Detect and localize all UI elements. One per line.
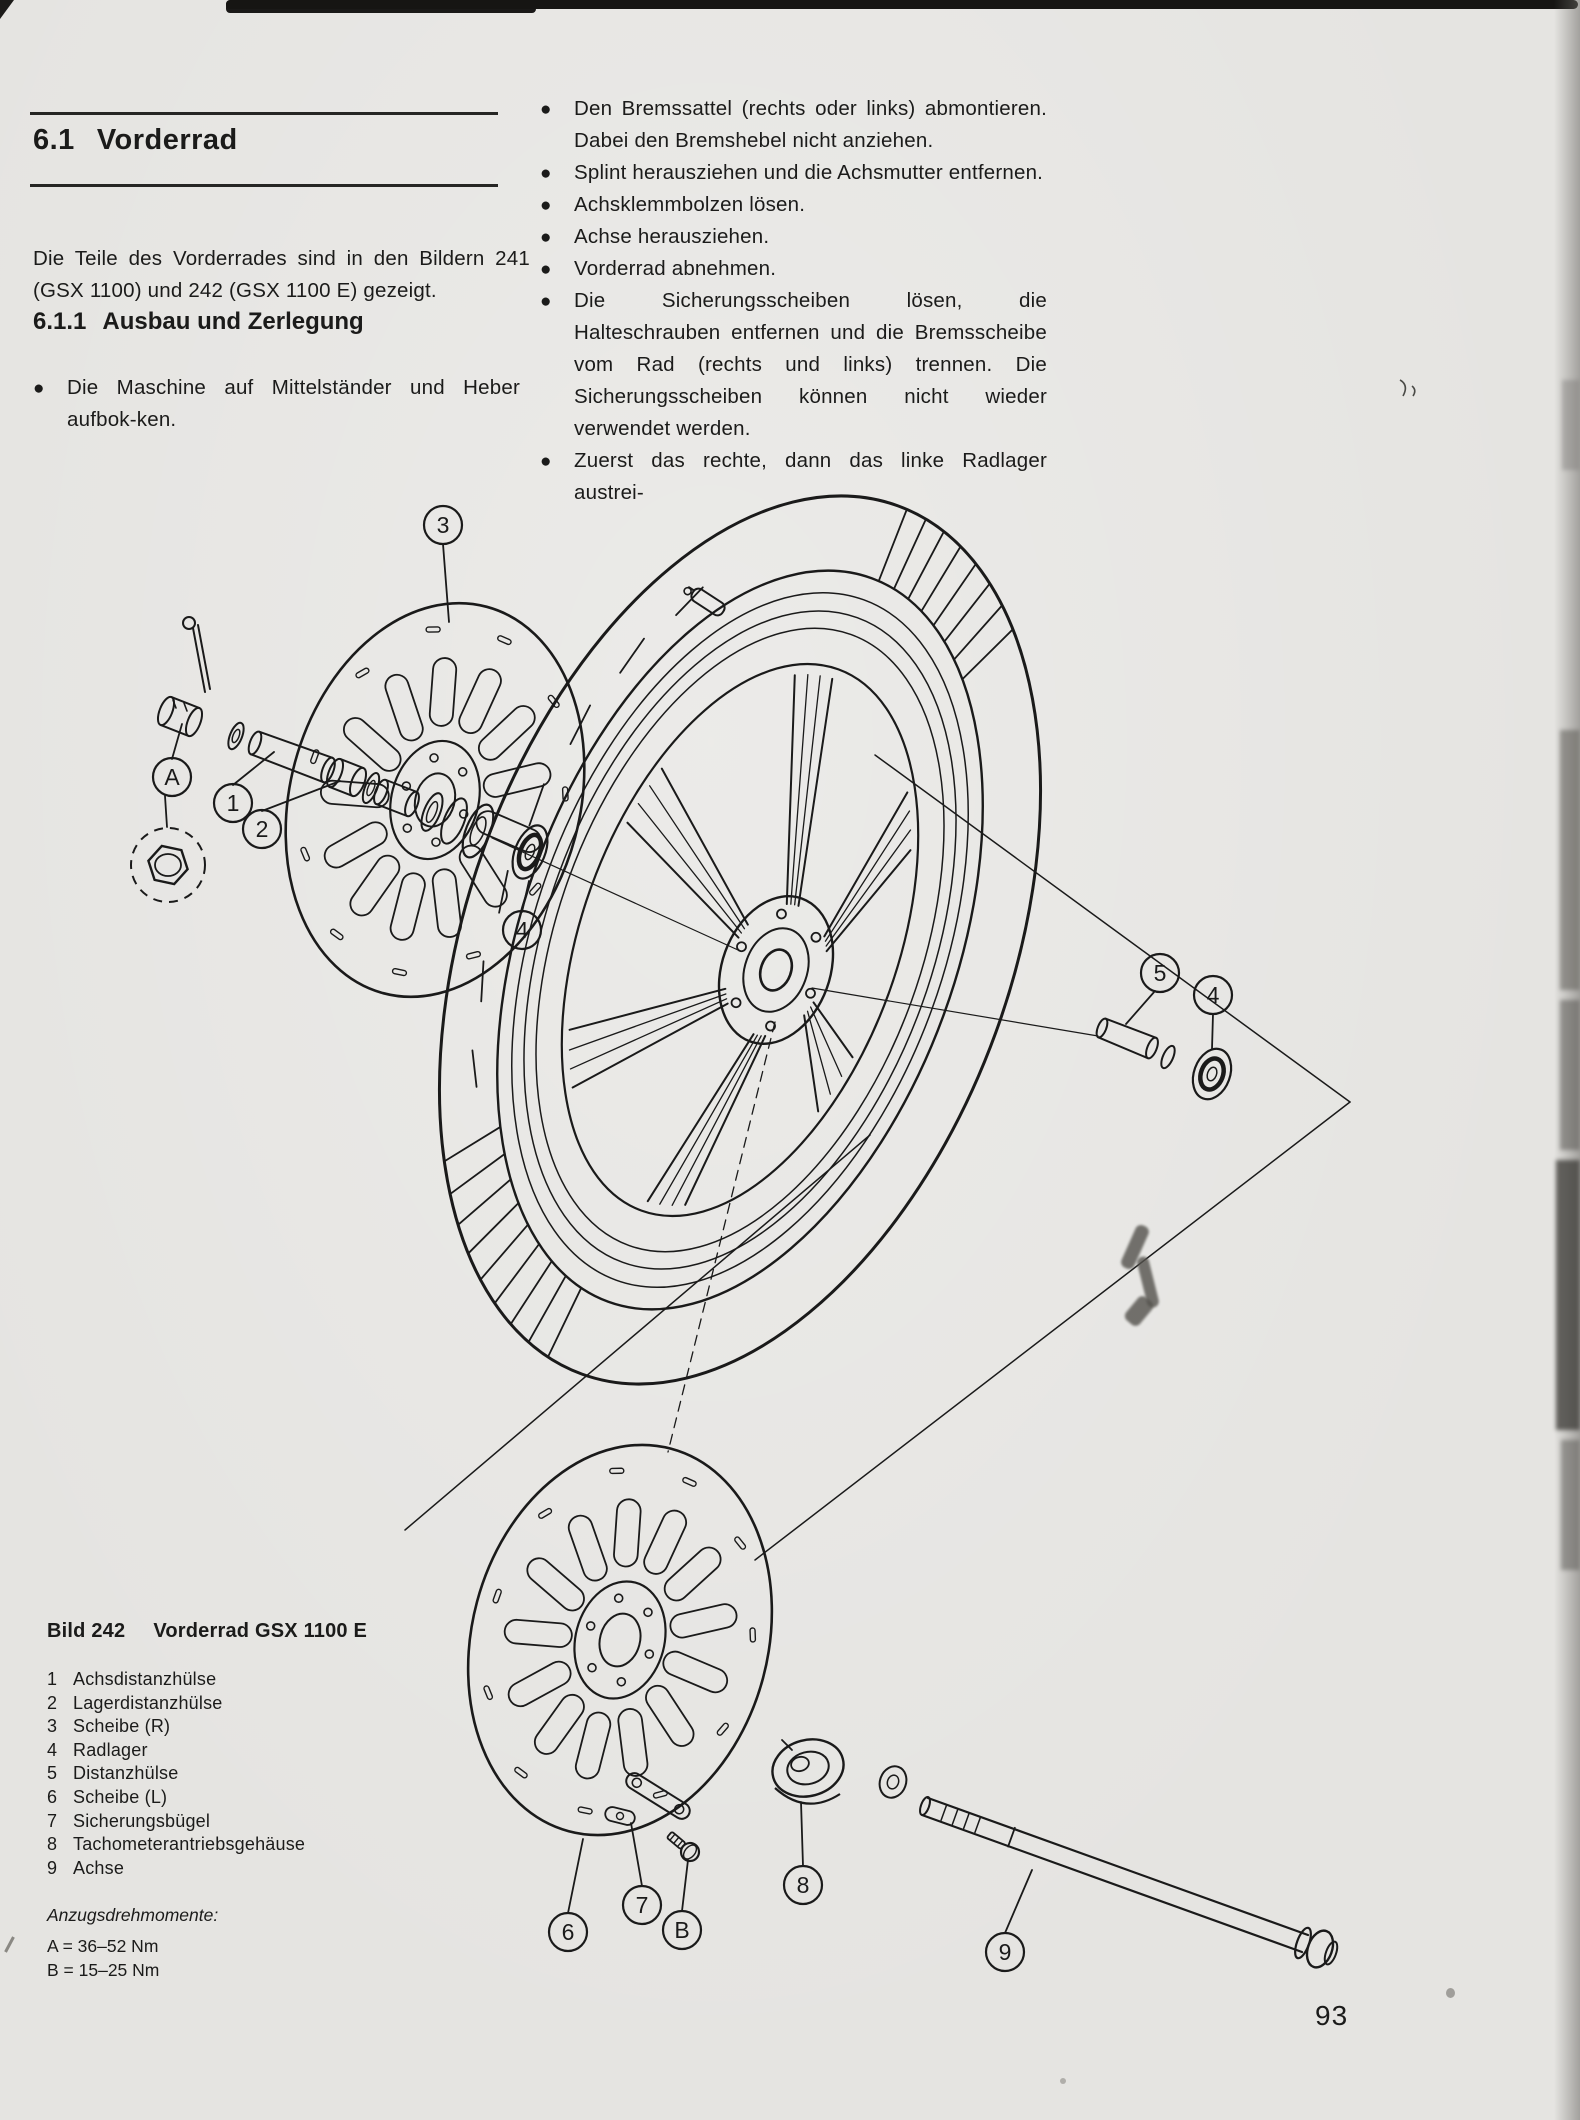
callout-a — [153, 758, 191, 796]
section-heading — [33, 124, 238, 157]
part-row — [47, 1762, 305, 1786]
svg-text:B: B — [674, 1917, 690, 1943]
callout-b — [663, 1911, 701, 1949]
procedure-item: ● Die Sicherungsscheiben lösen, die Halteschrauben entfernen und die Bremsscheibe vom Rad (rechts und links) trennen. Die Sicherungsscheiben können nicht wieder verwendet werden. — [540, 285, 1047, 445]
procedure-item: ● Vorderrad abnehmen. — [540, 253, 1047, 285]
part-number: 4 — [47, 1739, 58, 1760]
part-row — [47, 1668, 305, 1692]
callout-8 — [784, 1866, 822, 1904]
part-number: 8 — [47, 1834, 58, 1855]
scan-artifact-smudge — [1120, 1222, 1170, 1334]
scan-artifact-edge — [1560, 1000, 1580, 1150]
part-number: 2 — [47, 1692, 58, 1713]
part-number: 7 — [47, 1810, 58, 1831]
procedure-item: ● Splint herausziehen und die Achsmutter entfernen. — [540, 157, 1047, 189]
part-row — [47, 1692, 305, 1716]
part-row — [47, 1715, 305, 1739]
scan-artifact-top-bar — [226, 0, 1578, 9]
part-name: Achsdistanzhülse — [73, 1669, 217, 1689]
figure-caption-label: Bild 242 — [47, 1620, 126, 1642]
procedure-item: ● Den Bremssattel (rechts oder links) abmontieren. Dabei den Bremshebel nicht anziehen. — [540, 93, 1047, 157]
part-number: 3 — [47, 1716, 58, 1737]
scan-artifact-tick — [4, 1936, 15, 1952]
section-title: Vorderrad — [96, 124, 238, 156]
svg-text:2: 2 — [255, 816, 269, 842]
part-row — [47, 1810, 305, 1834]
svg-text:1: 1 — [226, 790, 240, 816]
torque-notes — [47, 1903, 218, 1982]
callout-7 — [623, 1886, 661, 1924]
part-number: 6 — [47, 1786, 58, 1807]
callout-2 — [243, 810, 281, 848]
subsection-number: 6.1.1 — [33, 308, 87, 335]
figure-caption — [47, 1620, 367, 1643]
callout-4-right — [1194, 976, 1232, 1014]
scan-artifact-corner — [0, 0, 14, 19]
part-name: Sicherungsbügel — [73, 1810, 211, 1831]
callout-6 — [549, 1913, 587, 1951]
procedure-item: ● Die Maschine auf Mittelständer und Heber aufbok-ken. — [33, 372, 520, 436]
part-name: Scheibe (L) — [73, 1786, 168, 1807]
svg-text:8: 8 — [796, 1872, 810, 1898]
torque-line: A = 36–52 Nm — [47, 1936, 159, 1956]
intro-paragraph: Die Teile des Vorderrades sind in den Bildern 241 (GSX 1100) und 242 (GSX 1100 E) gezeigt. — [33, 246, 530, 302]
part-number: 9 — [47, 1857, 58, 1878]
procedure-item: ● Achse herausziehen. — [540, 221, 1047, 253]
callout-3 — [424, 506, 462, 544]
part-name: Achse — [73, 1857, 125, 1878]
part-row — [47, 1833, 305, 1857]
scan-artifact-edge — [1560, 730, 1580, 990]
subsection-heading — [33, 308, 364, 336]
subsection-title: Ausbau und Zerlegung — [102, 308, 364, 335]
figure-caption-title: Vorderrad GSX 1100 E — [153, 1620, 368, 1642]
scan-artifact-edge — [1556, 1160, 1580, 1430]
part-name: Lagerdistanzhülse — [73, 1692, 223, 1713]
part-name: Scheibe (R) — [73, 1716, 171, 1737]
part-row — [47, 1786, 305, 1810]
svg-text:3: 3 — [436, 512, 450, 538]
torque-heading: Anzugsdrehmomente: — [47, 1905, 219, 1925]
callout-4-left — [503, 911, 541, 949]
page-number: 93 — [1315, 2000, 1349, 2031]
svg-text:5: 5 — [1153, 960, 1167, 986]
svg-text:A: A — [164, 764, 180, 790]
svg-text:4: 4 — [1206, 982, 1220, 1008]
scan-artifact-edge — [1562, 380, 1580, 470]
section-rule-bottom — [30, 184, 498, 187]
scan-artifact-dot — [1446, 1988, 1455, 1998]
svg-text:7: 7 — [635, 1892, 649, 1918]
part-name: Distanzhülse — [73, 1763, 179, 1784]
svg-text:4: 4 — [515, 917, 529, 943]
procedure-item: ● Zuerst das rechte, dann das linke Radlager austrei- — [540, 445, 1047, 509]
section-number: 6.1 — [33, 124, 75, 156]
part-row — [47, 1857, 305, 1881]
part-name: Radlager — [73, 1739, 148, 1760]
scan-artifact-edge — [1561, 1440, 1580, 1570]
diagram-line-art — [131, 380, 1415, 1971]
procedure-item: ● Achsklemmbolzen lösen. — [540, 189, 1047, 221]
torque-line: B = 15–25 Nm — [47, 1960, 160, 1980]
callout-9 — [986, 1933, 1024, 1971]
callout-1 — [214, 784, 252, 822]
part-row — [47, 1739, 305, 1763]
part-number: 1 — [47, 1669, 58, 1689]
svg-text:6: 6 — [561, 1919, 575, 1945]
part-number: 5 — [47, 1763, 58, 1784]
svg-text:9: 9 — [998, 1939, 1012, 1965]
part-name: Tachometerantriebsgehäuse — [73, 1834, 306, 1855]
parts-list — [47, 1668, 305, 1880]
scan-artifact-dot — [1060, 2078, 1066, 2084]
section-rule-top — [30, 112, 498, 115]
